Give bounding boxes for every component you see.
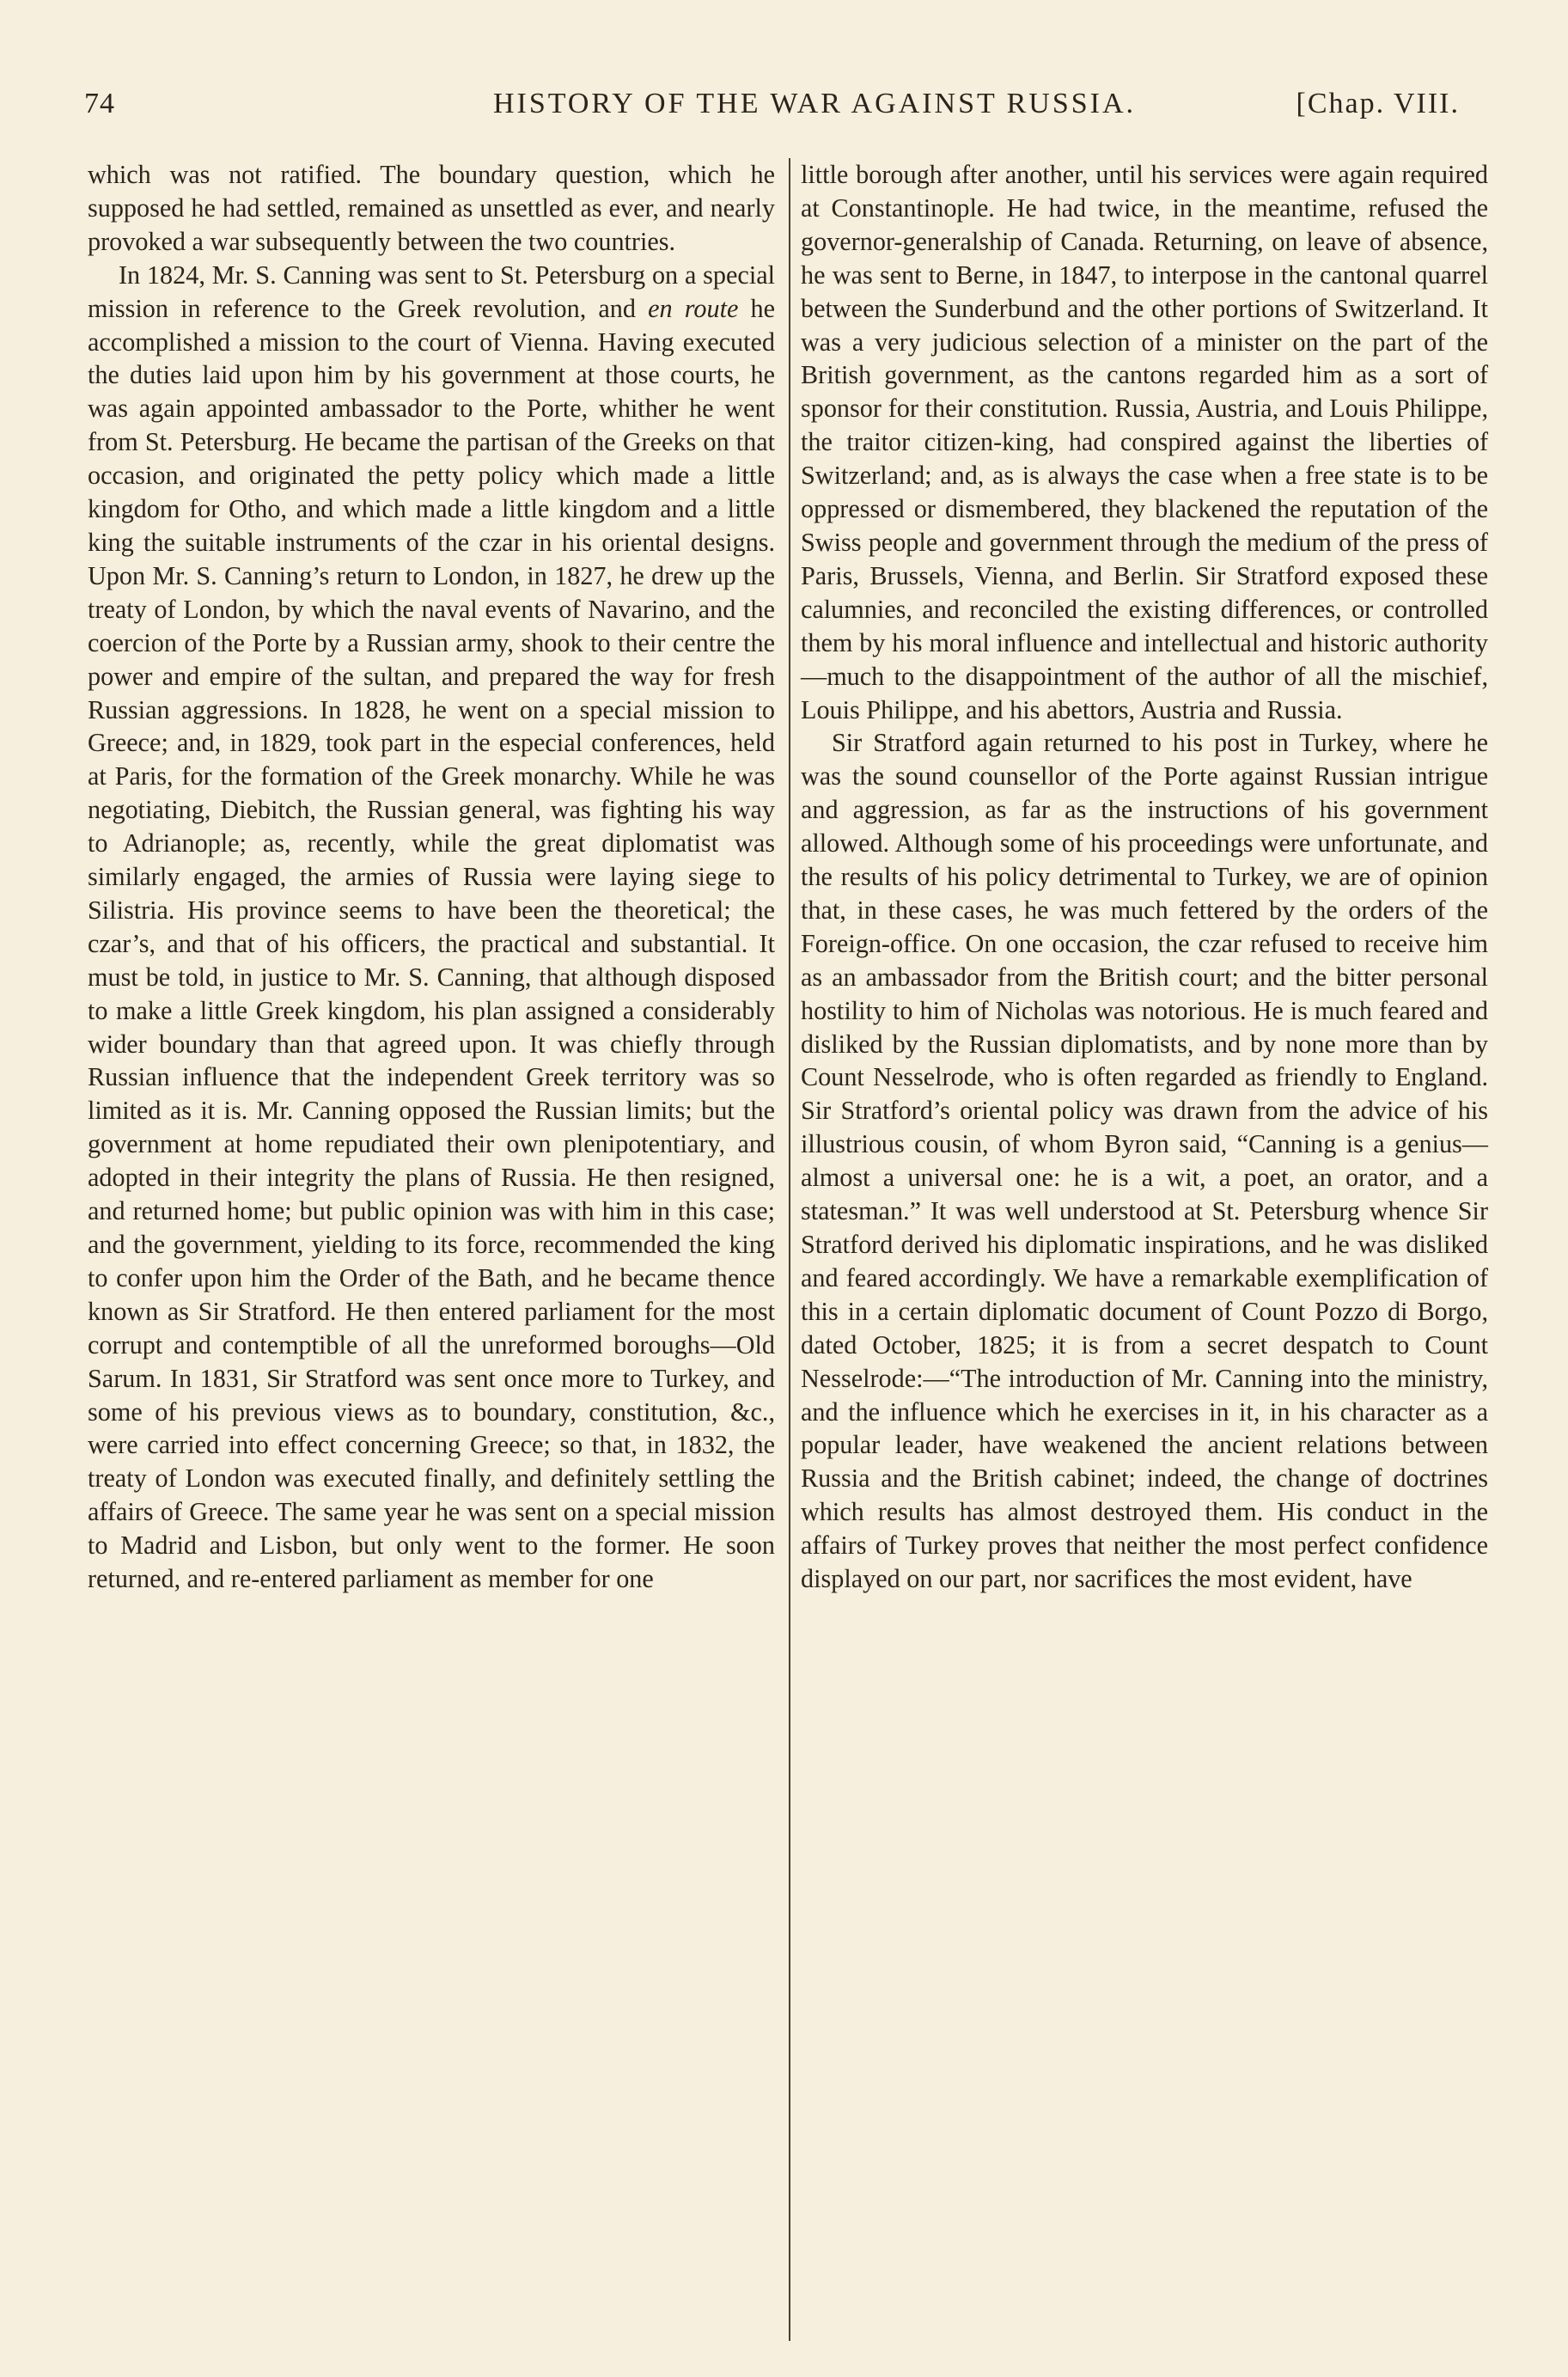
column-divider xyxy=(789,158,790,2341)
left-paragraph-1: which was not ratified. The boundary question, which he supposed he had settled, remained as unsettled as ever, and nearly provoked a war subsequently between the two countries. xyxy=(88,160,775,256)
left-paragraph-2-italic: en route xyxy=(648,293,739,323)
left-paragraph-2-rest: he accomplished a mission to the court of Vienna. Having executed the duties laid upon him by his government at those courts, he was again appointed ambassador to the Porte, whither he went from St. Petersburg. He became the partisan of the Greeks on that occasion, and originated the petty policy which made a little kingdom for Otho, and which made a little kingdom and a little king the suitable instruments of the czar in his oriental designs. Upon Mr. S. Canning’s return to London, in 1827, he drew up the treaty of London, by which the naval events of Navarino, and the coercion of the Porte by a Russian army, shook to their centre the power and empire of the sultan, and prepared the way for fresh Russian aggressions. In 1828, he went on a special mission to Greece; and, in 1829, took part in the especial conferences, held at Paris, for the formation of the Greek monarchy. While he was negotiating, Diebitch, the Russian general, was fighting his way to Adrianople; as, recently, while the great diplomatist was similarly engaged, the armies of Russia were laying siege to Silistria. His province seems to have been the theoretical; the czar’s, and that of his officers, the practical and substantial. It must be told, in justice to Mr. S. Canning, that although disposed to make a little Greek kingdom, his plan assigned a considerably wider boundary than that agreed upon. It was chiefly through Russian influence that the independent Greek territory was so limited as it is. Mr. Canning opposed the Russian limits; but the government at home repudiated their own plenipotentiary, and adopted in their integrity the plans of Russia. He then resigned, and returned home; but public opinion was with him in this case; and the government, yielding to its force, recommended the king to confer upon him the Order of the Bath, and he became thence known as Sir Stratford. He then entered parliament for the most corrupt and contemptible of all the unreformed boroughs—Old Sarum. In 1831, Sir Stratford was sent once more to Turkey, and some of his previous views as to boundary, constitution, &c., were carried into effect concerning Greece; so that, in 1832, the treaty of London was executed finally, and definitely settling the affairs of Greece. The same year he was sent on a special mission to Madrid and Lisbon, but only went to the former. He soon returned, and re-entered parliament as member for one xyxy=(88,293,776,1594)
left-column xyxy=(88,158,775,2341)
chapter-label: [Chap. VIII. xyxy=(1296,88,1460,119)
right-paragraph-1: little borough after another, until his services were again required at Constantinople. He had twice, in the meantime, refused the governor-generalship of Canada. Returning, on leave of absence, he was sent to Berne, in 1847, to interpose in the cantonal quarrel between the Sunderbund and the other portions of Switzerland. It was a very judicious selection of a minister on the part of the British government, as the cantons regarded him as a sort of sponsor for their constitution. Russia, Austria, and Louis Philippe, the traitor citizen-king, had conspired against the liberties of Switzerland; and, as is always the case when a free state is to be oppressed or dismembered, they blackened the reputation of the Swiss people and government through the medium of the press of Paris, Brussels, Vienna, and Berlin. Sir Stratford exposed these calumnies, and reconciled the existing differences, or controlled them by his moral influence and intellectual and historic authority—much to the disappointment of the author of all the mischief, Louis Philippe, and his abettors, Austria and Russia. xyxy=(801,160,1488,724)
left-paragraph-2 xyxy=(88,259,775,1596)
right-paragraph-2: Sir Stratford again returned to his post in Turkey, where he was the sound counsellor of the Porte against Russian intrigue and aggression, as far as the instructions of his government allowed. Although some of his proceedings were unfortunate, and the results of his policy detrimental to Turkey, we are of opinion that, in these cases, he was much fettered by the orders of the Foreign-office. On one occasion, the czar refused to receive him as an ambassador from the British court; and the bitter personal hostility to him of Nicholas was notorious. He is much feared and disliked by the Russian diplomatists, and by none more than by Count Nesselrode, who is often regarded as friendly to England. Sir Stratford’s oriental policy was drawn from the advice of his illustrious cousin, of whom Byron said, “Canning is a genius—almost a universal one: he is a wit, a poet, an orator, and a statesman.” It was well understood at St. Petersburg whence Sir Stratford derived his diplomatic inspirations, and he was disliked and feared accordingly. We have a remarkable exemplification of this in a certain diplomatic document of Count Pozzo di Borgo, dated October, 1825; it is from a secret despatch to Count Nesselrode:—“The introduction of Mr. Canning into the ministry, and the influence which he exercises in it, in his character as a popular leader, have weakened the ancient relations between Russia and the British cabinet; indeed, the change of doctrines which results has almost destroyed them. His conduct in the affairs of Turkey proves that neither the most perfect confidence displayed on our part, nor sacrifices the most evident, have xyxy=(801,728,1488,1594)
right-column xyxy=(801,158,1488,2341)
running-title: HISTORY OF THE WAR AGAINST RUSSIA. xyxy=(492,88,1137,119)
left-paragraph-2-start: In 1824, Mr. S. Canning was sent to St. Petersburg on a special mission in reference to the Greek revolution, and xyxy=(88,260,775,323)
running-header xyxy=(84,79,1459,131)
page-number: 74 xyxy=(84,88,115,119)
